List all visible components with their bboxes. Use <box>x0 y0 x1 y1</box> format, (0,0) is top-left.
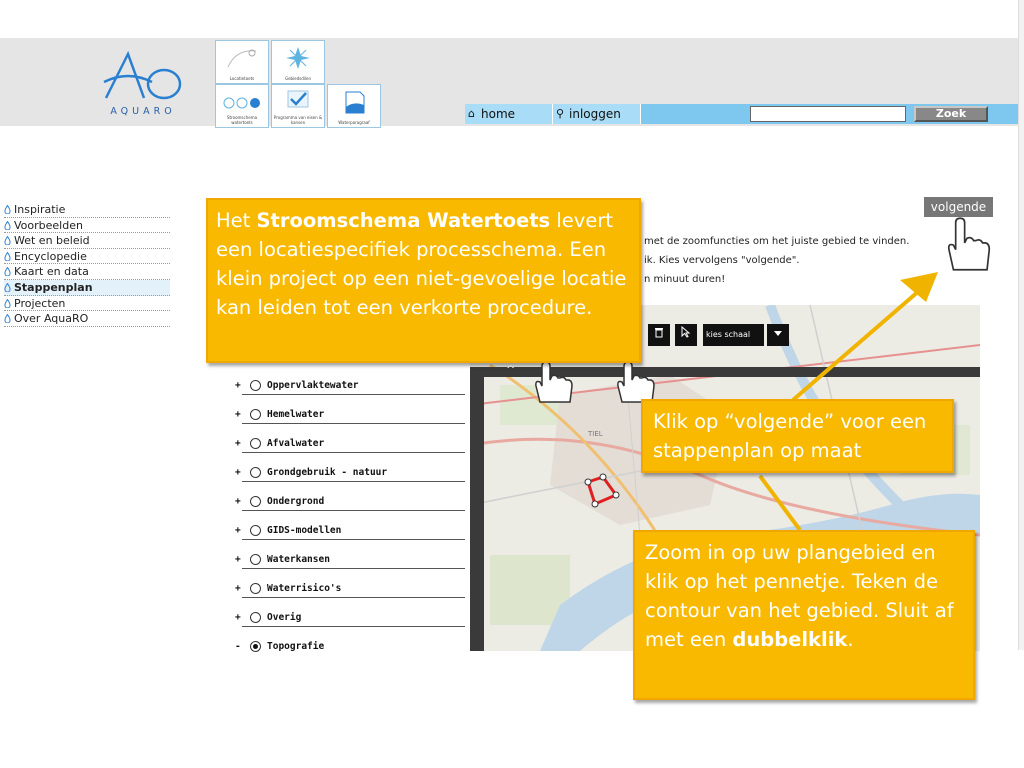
login-label: inloggen <box>569 107 621 121</box>
aquaro-logo[interactable] <box>98 48 188 120</box>
water-drop-icon <box>4 314 11 323</box>
layer-radio[interactable] <box>250 380 261 391</box>
sidebar-item-projecten[interactable] <box>4 296 170 312</box>
map-place-label: TIEL <box>588 430 603 438</box>
layer-label: Afvalwater <box>267 438 325 449</box>
tile-label: Locatietoets <box>229 75 255 81</box>
scale-dropdown-button[interactable] <box>767 324 789 346</box>
water-drop-icon <box>4 205 11 214</box>
layer-topografie[interactable] <box>230 633 465 662</box>
sidebar-item-label: Projecten <box>14 296 66 310</box>
expand-toggle[interactable]: + <box>235 438 241 449</box>
scale-select[interactable]: kies schaal <box>703 324 764 346</box>
sidebar-item-label: Over AquaRO <box>14 312 89 326</box>
layer-radio[interactable] <box>250 612 261 623</box>
tile-waterparagraaf[interactable] <box>327 84 381 128</box>
layer-grondgebruik-natuur[interactable] <box>230 459 465 488</box>
callout-volgende: Klik op “volgende” voor een stappenplan op maat <box>641 399 954 473</box>
home-label: home <box>481 107 516 121</box>
expand-toggle[interactable]: + <box>235 554 241 565</box>
sidebar-item-label: Stappenplan <box>14 280 93 294</box>
water-drop-icon <box>4 283 11 292</box>
tile-stroomschema-watertoets[interactable] <box>215 84 269 128</box>
tile-programma-van-eisen[interactable] <box>271 84 325 128</box>
intro-text-line-2: ik. Kies vervolgens "volgende". <box>644 255 800 266</box>
sidebar-item-encyclopedie[interactable] <box>4 249 170 265</box>
layer-radio[interactable] <box>250 583 261 594</box>
trash-icon <box>654 327 664 338</box>
layer-afvalwater[interactable] <box>230 430 465 459</box>
sidebar <box>4 202 170 327</box>
expand-toggle[interactable]: + <box>235 525 241 536</box>
callout-zoom <box>633 530 975 700</box>
callout-prefix: Het <box>216 209 257 232</box>
layer-label: GIDS-modellen <box>267 525 342 536</box>
key-icon: ⚲ <box>556 107 565 120</box>
layer-radio[interactable] <box>250 496 261 507</box>
water-drop-icon <box>4 267 11 276</box>
layer-waterrisicos[interactable] <box>230 575 465 604</box>
expand-toggle[interactable]: + <box>235 612 241 623</box>
chevron-down-icon <box>773 329 783 337</box>
layer-label: Topografie <box>267 641 325 652</box>
map-icon <box>216 45 268 75</box>
tile-gebiedsdilen[interactable] <box>271 40 325 84</box>
chevron-up-icon[interactable]: ^ <box>506 363 516 376</box>
sidebar-item-label: Kaart en data <box>14 265 89 279</box>
layer-gids-modellen[interactable] <box>230 517 465 546</box>
callout-zoom-suffix: . <box>847 628 854 651</box>
layer-label: Oppervlaktewater <box>267 380 359 391</box>
sidebar-item-inspiratie[interactable] <box>4 202 170 218</box>
layer-radio[interactable] <box>250 525 261 536</box>
water-drop-icon <box>4 221 11 230</box>
layer-hemelwater[interactable] <box>230 401 465 430</box>
checkmark-icon <box>272 89 324 115</box>
sidebar-item-voorbeelden[interactable] <box>4 218 170 234</box>
layer-radio[interactable] <box>250 438 261 449</box>
water-drop-icon <box>4 252 11 261</box>
callout-rest: levert een locatiespecifiek processchema. Een klein project op een niet-gevoelige locatie kan leiden tot een verkorte procedure. <box>216 209 627 319</box>
hand-cursor-icon <box>942 216 994 272</box>
layer-radio[interactable] <box>250 641 261 652</box>
sidebar-item-stappenplan[interactable] <box>4 280 170 296</box>
search-input[interactable] <box>750 106 906 122</box>
layer-label: Overig <box>267 612 302 623</box>
expand-toggle[interactable]: + <box>235 409 241 420</box>
compass-star-icon <box>272 45 324 75</box>
select-tool-button[interactable] <box>675 324 697 346</box>
layer-list <box>230 372 465 662</box>
tile-label: Waterparagraaf <box>338 119 370 125</box>
search-button[interactable]: Zoek <box>914 106 988 122</box>
water-drop-icon <box>4 299 11 308</box>
layer-label: Waterkansen <box>267 554 330 565</box>
tile-label: Stroomschema watertoets <box>226 115 258 125</box>
layer-overig[interactable] <box>230 604 465 633</box>
layer-oppervlaktewater[interactable] <box>230 372 465 401</box>
layer-label: Waterrisico's <box>267 583 342 594</box>
layer-radio[interactable] <box>250 409 261 420</box>
delete-button[interactable] <box>648 324 670 346</box>
expand-toggle[interactable]: + <box>235 496 241 507</box>
layer-ondergrond[interactable] <box>230 488 465 517</box>
home-button[interactable] <box>465 104 553 124</box>
layer-label: Grondgebruik - natuur <box>267 467 388 478</box>
water-drop-icon <box>4 236 11 245</box>
expand-toggle[interactable]: + <box>235 380 241 391</box>
hand-cursor-icon <box>612 358 658 404</box>
sidebar-item-wet-en-beleid[interactable] <box>4 233 170 249</box>
sidebar-item-label: Voorbeelden <box>14 218 83 232</box>
layer-radio[interactable] <box>250 467 261 478</box>
layer-waterkansen[interactable] <box>230 546 465 575</box>
expand-toggle[interactable]: + <box>235 583 241 594</box>
tile-label: Gebiedsdilen <box>284 75 312 81</box>
layer-radio[interactable] <box>250 554 261 565</box>
logo-mark-icon <box>98 48 188 106</box>
intro-text-line-1: met de zoomfuncties om het juiste gebied te vinden. <box>644 236 910 247</box>
sidebar-item-label: Inspiratie <box>14 203 66 216</box>
sidebar-item-kaart-en-data[interactable] <box>4 264 170 280</box>
sidebar-item-label: Wet en beleid <box>14 234 90 248</box>
intro-text-line-3: n minuut duren! <box>644 274 726 285</box>
pointer-icon <box>681 326 691 338</box>
tile-locatietoets[interactable] <box>215 40 269 84</box>
scrollbar[interactable] <box>1018 0 1024 650</box>
map-left-bar <box>470 367 484 651</box>
sidebar-item-label: Encyclopedie <box>14 249 87 263</box>
callout-zoom-text: Zoom in op uw plangebied en klik op het pennetje. Teken de contour van het gebied. Sluit af met een <box>645 541 954 651</box>
callout-bold: Stroomschema Watertoets <box>256 209 551 232</box>
sidebar-item-over-aquaro[interactable] <box>4 311 170 327</box>
callout-stroomschema <box>206 198 641 363</box>
callout-zoom-bold: dubbelklik <box>732 628 848 651</box>
expand-toggle[interactable]: + <box>235 467 241 478</box>
document-icon <box>328 89 380 119</box>
login-button[interactable] <box>553 104 641 124</box>
logo-text: AQUARO <box>110 106 176 117</box>
layer-label: Ondergrond <box>267 496 325 507</box>
layer-label: Hemelwater <box>267 409 325 420</box>
next-button[interactable]: volgende <box>924 197 993 217</box>
home-icon: ⌂ <box>468 107 475 120</box>
hand-cursor-icon <box>530 358 576 404</box>
tile-label: Programma van eisen & kansen <box>273 115 323 125</box>
expand-toggle[interactable]: - <box>235 641 241 652</box>
